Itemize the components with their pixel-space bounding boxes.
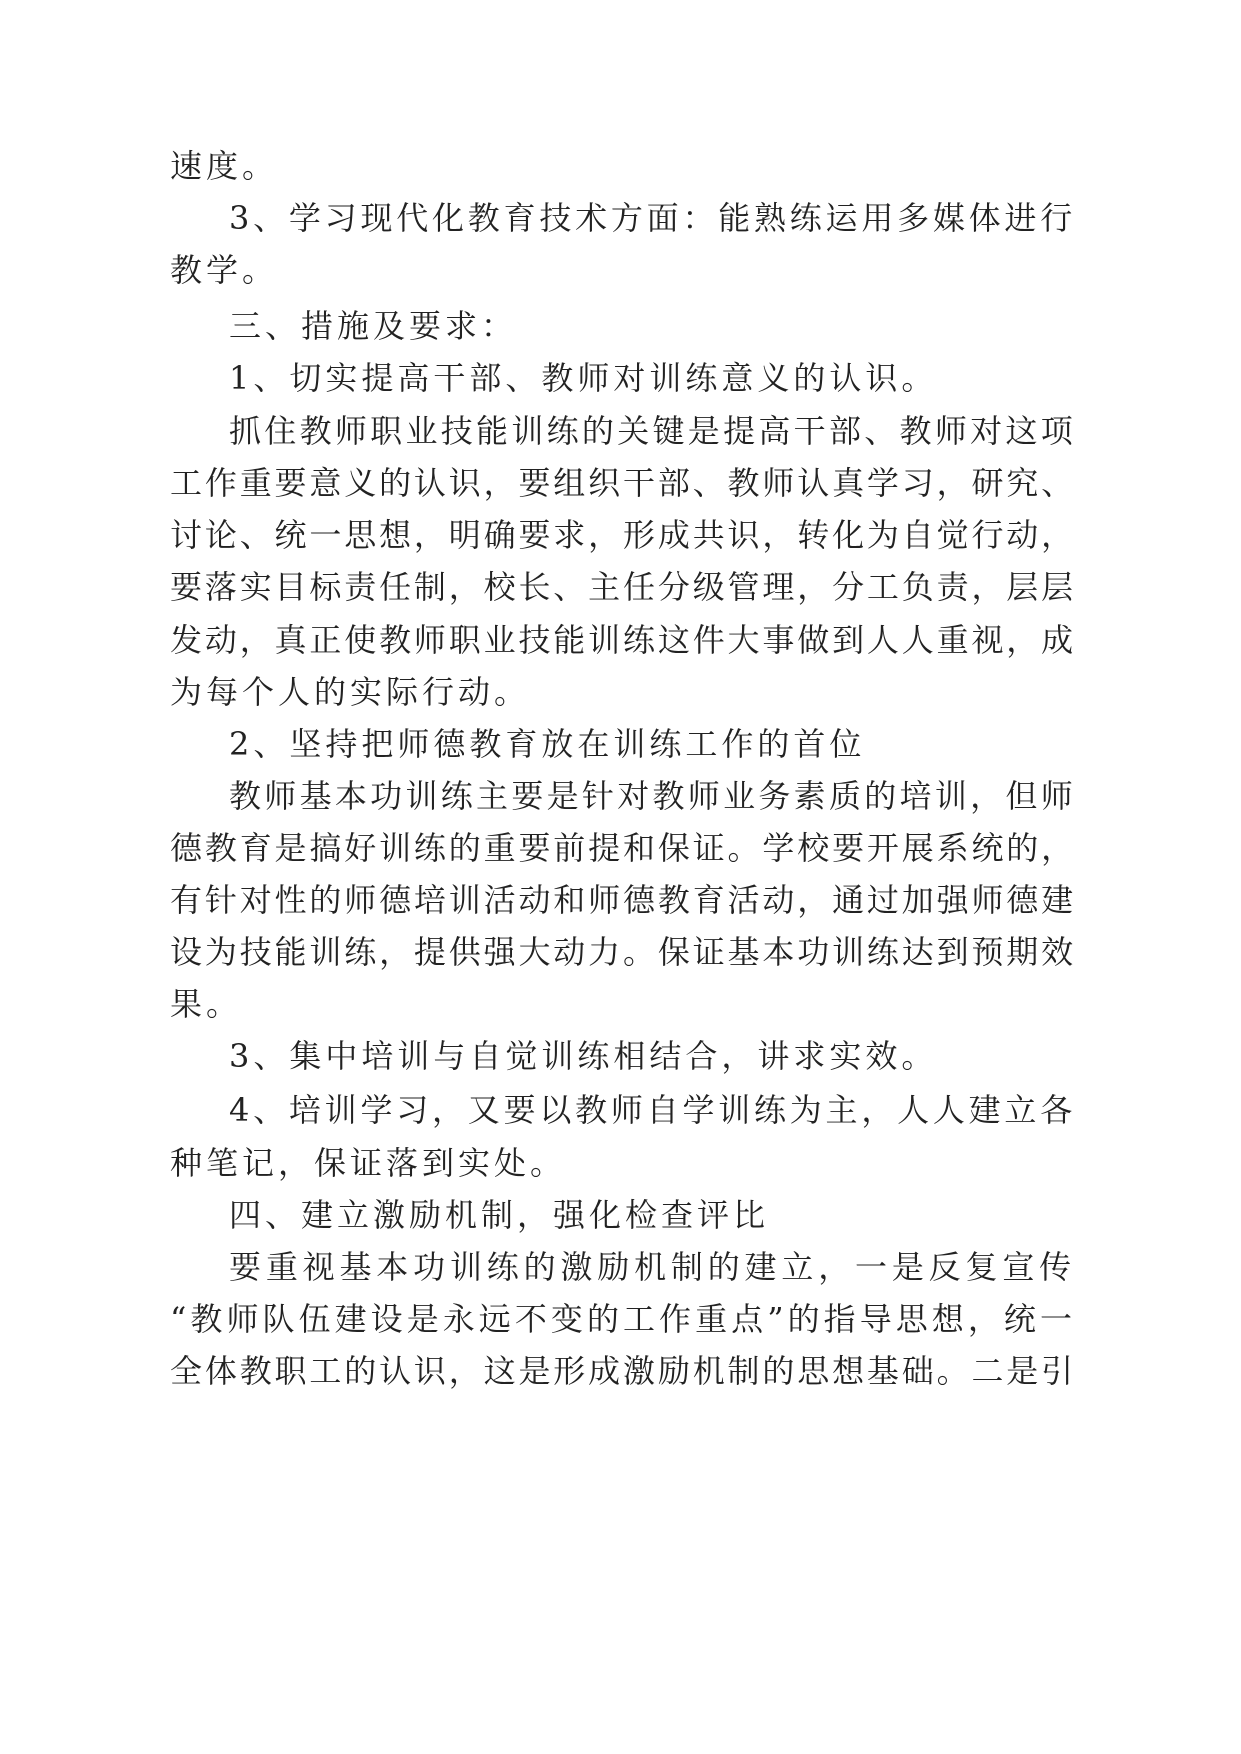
line-text: 3、学习现代化教育技术方面：能熟练运用多媒体进行 — [229, 199, 1076, 237]
text-line — [0, 1237, 1241, 1297]
line-text: 4、培训学习，又要以教师自学训练为主，人人建立各 — [229, 1091, 1076, 1129]
line-text: 全体教职工的认识，这是形成激励机制的思想基础。二是引 — [170, 1352, 1076, 1390]
text-line — [0, 296, 1241, 356]
text-line — [0, 557, 1241, 617]
text-line — [0, 766, 1241, 826]
text-line — [0, 922, 1241, 982]
line-text: 设为技能训练，提供强大动力。保证基本功训练达到预期效 — [170, 933, 1076, 971]
line-text: 3、集中培训与自觉训练相结合，讲求实效。 — [229, 1037, 938, 1075]
text-line — [0, 870, 1241, 930]
text-line — [0, 188, 1241, 248]
text-line — [0, 662, 1241, 722]
line-text: 种笔记，保证落到实处。 — [170, 1144, 567, 1182]
text-line — [0, 240, 1241, 300]
text-line — [0, 1133, 1241, 1193]
text-line — [0, 1185, 1241, 1245]
line-text: 要重视基本功训练的激励机制的建立，一是反复宣传 — [229, 1248, 1076, 1286]
line-text: 果。 — [170, 985, 243, 1023]
text-line — [0, 1289, 1241, 1349]
line-text: 2、坚持把师德教育放在训练工作的首位 — [229, 725, 866, 763]
text-line — [0, 1026, 1241, 1086]
text-line — [0, 453, 1241, 513]
text-line — [0, 136, 1241, 196]
line-text: 工作重要意义的认识，要组织干部、教师认真学习，研究、 — [170, 464, 1076, 502]
text-line — [0, 974, 1241, 1034]
text-line — [0, 1080, 1241, 1140]
line-text: 速度。 — [170, 147, 279, 185]
text-line — [0, 818, 1241, 878]
line-text: 德教育是搞好训练的重要前提和保证。学校要开展系统的， — [170, 829, 1076, 867]
line-text: 发动，真正使教师职业技能训练这件大事做到人人重视，成 — [170, 621, 1076, 659]
line-text: 抓住教师职业技能训练的关键是提高干部、教师对这项 — [229, 412, 1076, 450]
line-text: 三、措施及要求： — [229, 307, 518, 345]
line-text: 教学。 — [170, 251, 279, 289]
text-line — [0, 505, 1241, 565]
text-line — [0, 1341, 1241, 1401]
line-text: “教师队伍建设是永远不变的工作重点”的指导思想，统一 — [170, 1300, 1076, 1338]
line-text: 讨论、统一思想，明确要求，形成共识，转化为自觉行动， — [170, 516, 1076, 554]
line-text: 四、建立激励机制，强化检查评比 — [229, 1196, 770, 1234]
line-text: 有针对性的师德培训活动和师德教育活动，通过加强师德建 — [170, 881, 1076, 919]
text-line — [0, 714, 1241, 774]
text-line — [0, 401, 1241, 461]
line-text: 教师基本功训练主要是针对教师业务素质的培训，但师 — [229, 777, 1076, 815]
text-line — [0, 348, 1241, 408]
line-text: 要落实目标责任制，校长、主任分级管理，分工负责，层层 — [170, 568, 1076, 606]
text-line — [0, 610, 1241, 670]
line-text: 为每个人的实际行动。 — [170, 673, 531, 711]
line-text: 1、切实提高干部、教师对训练意义的认识。 — [229, 359, 938, 397]
